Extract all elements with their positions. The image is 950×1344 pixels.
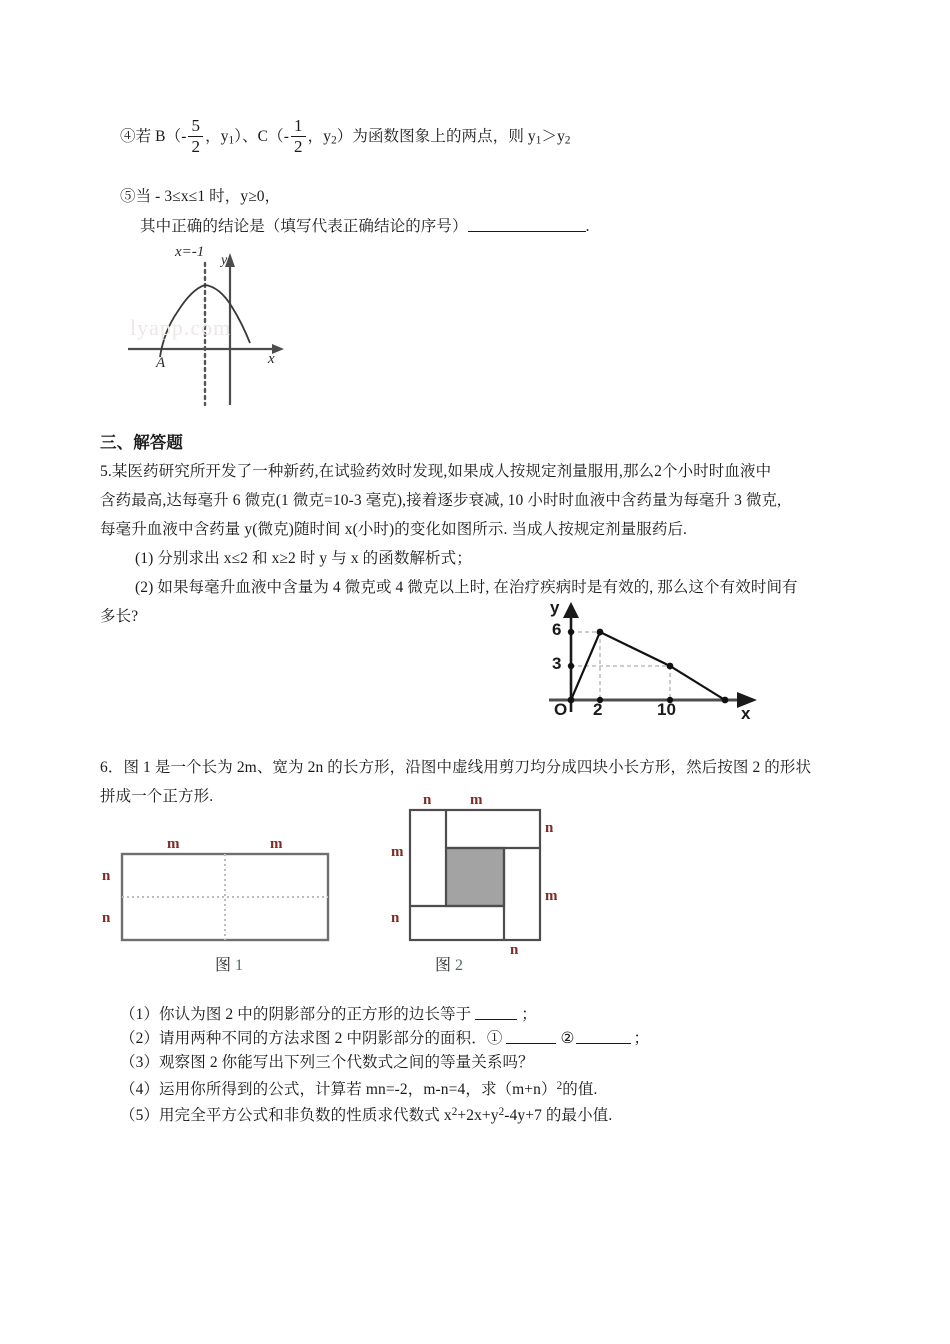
fig2-right-label-m: m	[545, 888, 558, 904]
section-heading-three: 三、解答题	[100, 433, 183, 452]
fig1-caption-word: 图	[215, 957, 232, 974]
q6-sub5-text-mid: +2x+y	[457, 1107, 499, 1125]
q5-line-2: 含药最高,达每毫升 6 微克(1 微克=10-3 毫克),接着逐步衰减, 10 小时时血液中含药量为每毫升 3 微克,	[100, 492, 782, 509]
figure-1-rectangle	[102, 836, 360, 980]
data-point-end	[722, 697, 729, 704]
line-graph-x-axis-label: x	[741, 704, 751, 723]
fig2-bottom-label-n: n	[510, 942, 519, 958]
q6-sub5-superscript-1: 2	[451, 1106, 458, 1118]
q6-sub4-text-end: 的值.	[562, 1081, 598, 1099]
data-point-2-6	[597, 629, 604, 636]
q5-sub-2: (2) 如果每毫升血液中含量为 4 微克或 4 微克以上时, 在治疗疾病时是有效的, 那么这个有效时间有	[135, 579, 798, 596]
fig2-top-label-n: n	[423, 792, 432, 808]
fig1-top-label-m-right: m	[270, 836, 283, 852]
item4-sub-3: 1	[535, 134, 542, 147]
fraction-denominator: 2	[191, 136, 201, 156]
figure-parabola	[120, 245, 310, 410]
item4-text-prefix: ④若 B（-	[120, 127, 187, 145]
y-axis-arrow	[563, 602, 579, 618]
item4-sub-4: 2	[564, 134, 571, 147]
line-graph-y-tick-6: 6	[552, 620, 562, 639]
figure-2-pinwheel-square	[385, 792, 585, 982]
item4-sub-2: 2	[331, 134, 337, 147]
data-point-origin	[568, 697, 575, 704]
conclusion-prompt-text: 其中正确的结论是（填写代表正确结论的序号）	[140, 218, 468, 235]
q5-sub-3: 多长?	[100, 608, 139, 625]
q6-sub2-semicolon: ；	[633, 1030, 650, 1047]
q6-sub-3: （3）观察图 2 你能写出下列三个代数式之间的等量关系吗？	[120, 1054, 534, 1071]
figure-2-caption	[435, 952, 463, 975]
q6-sub2-circle-2: ②	[560, 1030, 575, 1047]
fraction-denominator: 2	[294, 136, 303, 156]
line-graph-x-tick-10: 10	[657, 700, 676, 719]
item4-greater-than: ＞y	[541, 127, 565, 145]
conclusion-period: .	[585, 218, 590, 235]
item4-text-mid: ，y	[205, 127, 229, 145]
fig2-top-label-m: m	[470, 792, 483, 808]
fig2-caption-word: 图	[435, 957, 452, 974]
fraction-one-half	[291, 117, 306, 156]
q5-line-1: 5.某医药研究所开发了一种新药,在试验药效时发现,如果成人按规定剂量服用,那么2个小时时血液中	[100, 463, 772, 480]
line-graph-svg	[545, 600, 765, 725]
line-graph-x-tick-2: 2	[593, 700, 603, 719]
conclusion-item-5: ⑤当 - 3≤x≤1 时，y≥0，	[120, 188, 281, 205]
item4-text-suffix: ）为函数图象上的两点，则 y	[336, 127, 536, 145]
parabola-x-axis-label: x	[268, 351, 275, 367]
q6-sub5-text-end: -4y+7 的最小值.	[504, 1107, 613, 1125]
parabola-point-a-label: A	[156, 355, 166, 371]
q6-sub1-text: （1）你认为图 2 中的阴影部分的正方形的边长等于	[120, 1006, 472, 1023]
y-tick-dot-3	[568, 663, 574, 669]
fraction-numerator: 5	[188, 117, 203, 137]
line-graph-y-tick-3: 3	[552, 654, 562, 673]
q6-sub4-superscript: 2	[556, 1080, 563, 1092]
q6-line-2: 拼成一个正方形.	[100, 788, 214, 805]
data-point-10-3	[667, 663, 674, 670]
item4-sub-1: 1	[228, 134, 235, 147]
fig2-left-label-n: n	[391, 910, 400, 926]
figure-1-svg	[120, 840, 360, 945]
q6-sub2-blank-2[interactable]	[576, 1028, 631, 1044]
q6-sub1-semicolon: ；	[521, 1006, 537, 1023]
item4-text-mid3: ，y	[307, 127, 332, 145]
fig1-left-label-n-top: n	[102, 868, 111, 884]
fig1-top-label-m-left: m	[167, 836, 180, 852]
fraction-five-halves	[188, 117, 203, 156]
fraction-numerator: 1	[291, 117, 306, 137]
q6-line-1: 6．图 1 是一个长为 2m、宽为 2n 的长方形，沿图中虚线用剪刀均分成四块小长方形，然后按图 2 的形状	[100, 759, 812, 776]
fig2-right-label-n: n	[545, 820, 554, 836]
q6-sub2-blank-1[interactable]	[506, 1028, 556, 1044]
q6-sub2-text: （2）请用两种不同的方法求图 2 中阴影部分的面积．①	[120, 1030, 503, 1047]
conclusion-answer-line	[140, 212, 590, 241]
parabola-axis-label: x=-1	[175, 244, 205, 260]
y-tick-dot-6	[568, 629, 574, 635]
fig1-caption-number: 1	[235, 957, 244, 974]
q6-sub4-text: （4）运用你所得到的公式，计算若 mn=-2，m-n=4，求（m+n）	[120, 1081, 557, 1099]
figure-medicine-line-graph	[545, 600, 765, 725]
line-graph-origin-label: O	[554, 700, 568, 719]
watermark-text: lyapp.com	[130, 315, 232, 340]
fig2-left-label-m: m	[391, 844, 404, 860]
answer-blank[interactable]	[468, 216, 586, 232]
fig2-caption-number: 2	[455, 957, 464, 974]
conclusion-item-4	[120, 118, 571, 157]
item4-text-mid2: ）、C（-	[234, 127, 289, 145]
q6-sub-5	[120, 1098, 612, 1130]
q5-line-3: 每毫升血液中含药量 y(微克)随时间 x(小时)的变化如图所示. 当成人按规定剂量服药后.	[100, 521, 688, 538]
figure-2-svg	[385, 792, 545, 947]
parabola-y-axis-label: y	[221, 253, 228, 268]
figure-1-caption	[215, 952, 243, 975]
q6-sub5-text: （5）用完全平方公式和非负数的性质求代数式 x	[120, 1107, 452, 1125]
q6-sub1-blank[interactable]	[475, 1004, 517, 1020]
fig2-shaded-square	[446, 848, 504, 906]
q5-sub-1: (1) 分别求出 x≤2 和 x≥2 时 y 与 x 的函数解析式；	[135, 550, 472, 567]
line-graph-y-axis-label: y	[550, 598, 560, 617]
q6-sub5-superscript-2: 2	[498, 1106, 505, 1118]
fig1-left-label-n-bottom: n	[102, 910, 111, 926]
